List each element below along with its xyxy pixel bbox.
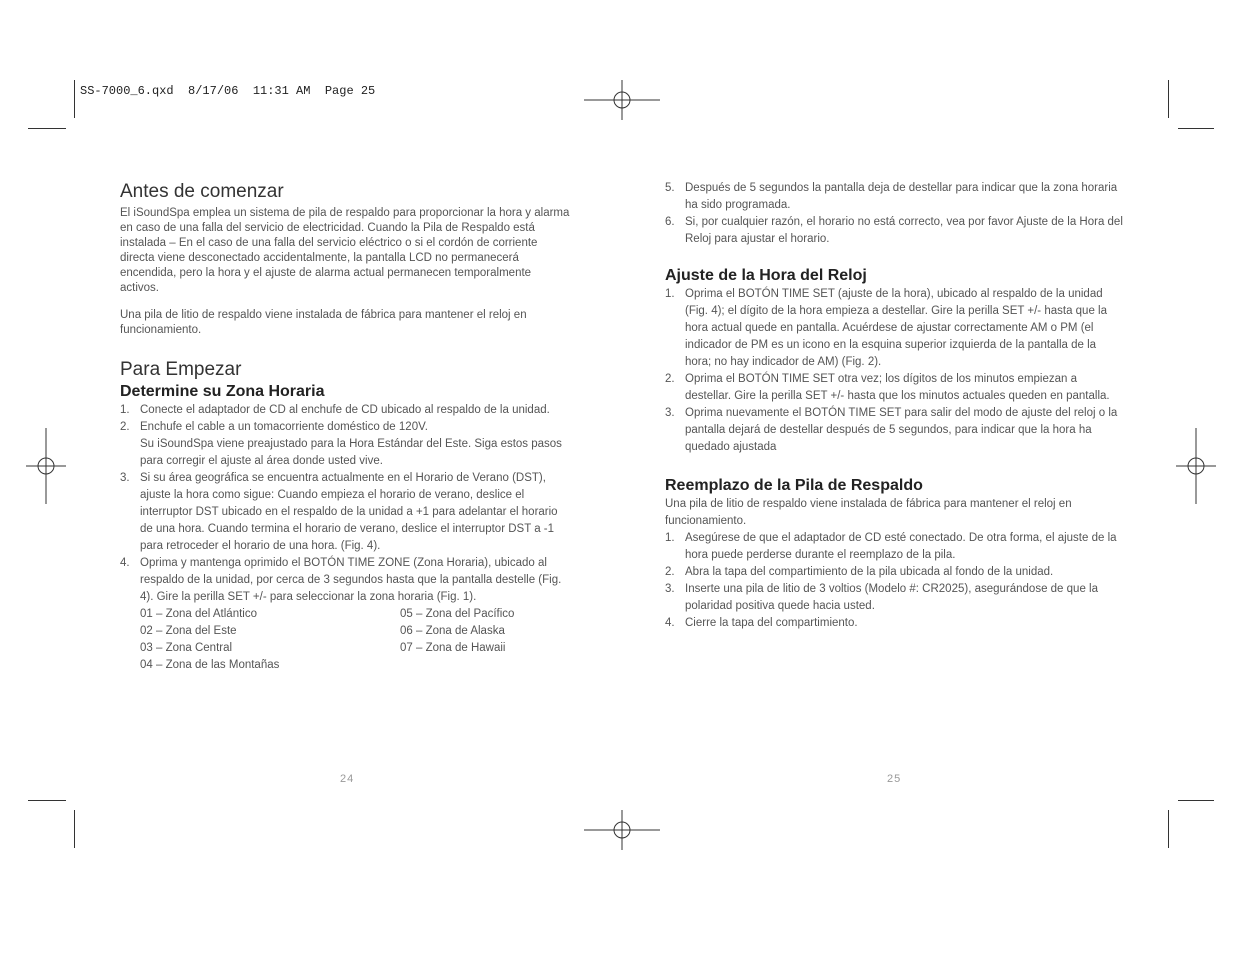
zone-item: 04 – Zona de las Montañas xyxy=(140,659,280,671)
list-item xyxy=(665,564,1125,581)
item-number: 4. xyxy=(665,617,675,629)
item-text: Después de 5 segundos la pantalla deja de destellar para indicar que la zona horaria ha sido programada. xyxy=(685,182,1118,211)
item-text: Si su área geográfica se encuentra actualmente en el Horario de Verano (DST), ajuste la hora como sigue: Cuando empieza el horario de verano, deslice el interruptor DST ubicado en el respaldo de la unidad a +1 para adelantar el horario de una hora. Cuando termina el horario de verano, deslice el interruptor DST a -1 para retroceder el horario de una hora. (Fig. 4). xyxy=(140,472,558,552)
list-item xyxy=(665,180,1125,214)
registration-mark-icon xyxy=(584,80,660,120)
subsection-title-reloj: Ajuste de la Hora del Reloj xyxy=(665,267,867,284)
subsection-title-pila: Reemplazo de la Pila de Respaldo xyxy=(665,477,923,494)
item-text: Su iSoundSpa viene preajustado para la Hora Estándar del Este. Siga estos pasos para corregir el ajuste al área donde usted vive. xyxy=(140,438,562,467)
time-zone-list xyxy=(120,606,570,674)
list-item xyxy=(665,581,1125,615)
zone-item: 02 – Zona del Este xyxy=(140,625,237,637)
item-text: Abra la tapa del compartimiento de la pila ubicada al fondo de la unidad. xyxy=(685,566,1054,578)
page-number-left: 24 xyxy=(340,773,355,785)
item-text: Si, por cualquier razón, el horario no está correcto, vea por favor Ajuste de la Hora del Reloj para ajustar el horario. xyxy=(685,216,1123,245)
zone-item: 05 – Zona del Pacífico xyxy=(400,608,515,620)
item-number: 5. xyxy=(665,182,675,194)
zone-item: 06 – Zona de Alaska xyxy=(400,625,505,637)
crop-mark xyxy=(74,810,75,848)
right-page-column xyxy=(665,180,1125,632)
item-number: 2. xyxy=(665,566,675,578)
zone-item xyxy=(400,657,580,674)
zona-steps-continued xyxy=(665,180,1125,248)
item-number: 2. xyxy=(665,373,675,385)
item-text: Oprima y mantenga oprimido el BOTÓN TIME ZONE (Zona Horaria), ubicado al respaldo de la unidad, por cerca de 3 segundos hasta que la pantalla destelle (Fig. 4). Gire la perilla SET +/- para seleccionar la zona horaria (Fig. 1). xyxy=(140,557,562,603)
print-slug: SS-7000_6.qxd 8/17/06 11:31 AM Page 25 xyxy=(80,84,376,98)
item-number: 4. xyxy=(120,557,130,569)
registration-mark-icon xyxy=(26,428,66,504)
item-text: Conecte el adaptador de CD al enchufe de CD ubicado al respaldo de la unidad. xyxy=(140,404,550,416)
antes-paragraph-2: Una pila de litio de respaldo viene instalada de fábrica para mantener el reloj en funcionamiento. xyxy=(120,309,527,336)
item-number: 3. xyxy=(665,407,675,419)
item-text: Oprima el BOTÓN TIME SET otra vez; los dígitos de los minutos empiezan a destellar. Gire la perilla SET +/- hasta que los minutos actuales queden en pantalla. xyxy=(685,373,1110,402)
item-number: 3. xyxy=(665,583,675,595)
list-item xyxy=(665,286,1125,371)
item-number: 2. xyxy=(120,421,130,433)
reloj-steps-list xyxy=(665,286,1125,456)
list-item xyxy=(665,214,1125,248)
crop-mark xyxy=(1178,800,1214,801)
list-item xyxy=(665,371,1125,405)
item-number: 6. xyxy=(665,216,675,228)
item-number: 1. xyxy=(120,404,130,416)
list-item xyxy=(665,615,1125,632)
list-item xyxy=(665,405,1125,456)
item-number: 3. xyxy=(120,472,130,484)
list-item xyxy=(120,555,570,606)
list-item xyxy=(120,402,570,419)
section-title-empezar: Para Empezar xyxy=(120,359,242,380)
registration-mark-icon xyxy=(1176,428,1216,504)
list-item xyxy=(120,470,570,555)
item-text: Enchufe el cable a un tomacorriente doméstico de 120V. xyxy=(140,421,428,433)
crop-mark xyxy=(28,128,66,129)
item-text: Cierre la tapa del compartimiento. xyxy=(685,617,858,629)
crop-mark xyxy=(74,80,75,118)
antes-paragraph-1: El iSoundSpa emplea un sistema de pila de respaldo para proporcionar la hora y alarma en caso de una falla del servicio de electricidad. Cuando la Pila de Respaldo está instalada – En el caso de una falla del servicio eléctrico o si el cordón de corriente directa viene desconectado accidentalmente, la pantalla LCD no permanecerá encendida, pero la hora y el ajuste de alarma actual permanecen temporalmente activos. xyxy=(120,207,570,294)
item-number: 1. xyxy=(665,532,675,544)
list-item xyxy=(120,419,570,436)
list-item xyxy=(665,530,1125,564)
item-text: Asegúrese de que el adaptador de CD esté conectado. De otra forma, el ajuste de la hora puede perderse durante el reemplazo de la pila. xyxy=(685,532,1117,561)
item-number: 1. xyxy=(665,288,675,300)
pila-steps-list xyxy=(665,530,1125,632)
crop-mark xyxy=(28,800,66,801)
zona-steps-list xyxy=(120,402,570,606)
page-number-right: 25 xyxy=(887,773,902,785)
crop-mark xyxy=(1168,810,1169,848)
item-text: Oprima nuevamente el BOTÓN TIME SET para salir del modo de ajuste del reloj o la pantalla dejará de destellar después de 5 segundos, para indicar que la hora ha quedado ajustada xyxy=(685,407,1118,453)
item-text: Oprima el BOTÓN TIME SET (ajuste de la hora), ubicado al respaldo de la unidad (Fig. 4); el dígito de la hora empieza a destellar. Gire la perilla SET +/- hasta que la hora actual quede en pantalla. Acuérdese de ajustar correctamente AM o PM (el indicador de PM es un icono en la esquina superior izquierda de la pantalla de la hora; no hay indicador de AM) (Fig. 2). xyxy=(685,288,1107,368)
crop-mark xyxy=(1178,128,1214,129)
subsection-title-zona: Determine su Zona Horaria xyxy=(120,383,325,400)
item-text: Inserte una pila de litio de 3 voltios (Modelo #: CR2025), asegurándose de que la polaridad positiva quede hacia usted. xyxy=(685,583,1098,612)
zone-item: 01 – Zona del Atlántico xyxy=(140,608,257,620)
zone-item: 03 – Zona Central xyxy=(140,642,233,654)
registration-mark-icon xyxy=(584,810,660,850)
crop-mark xyxy=(1168,80,1169,118)
section-title-antes: Antes de comenzar xyxy=(120,181,284,202)
pila-intro: Una pila de litio de respaldo viene instalada de fábrica para mantener el reloj en funcionamiento. xyxy=(665,498,1072,527)
zone-item: 07 – Zona de Hawaii xyxy=(400,642,506,654)
list-item xyxy=(120,436,570,470)
left-page-column xyxy=(120,180,570,674)
